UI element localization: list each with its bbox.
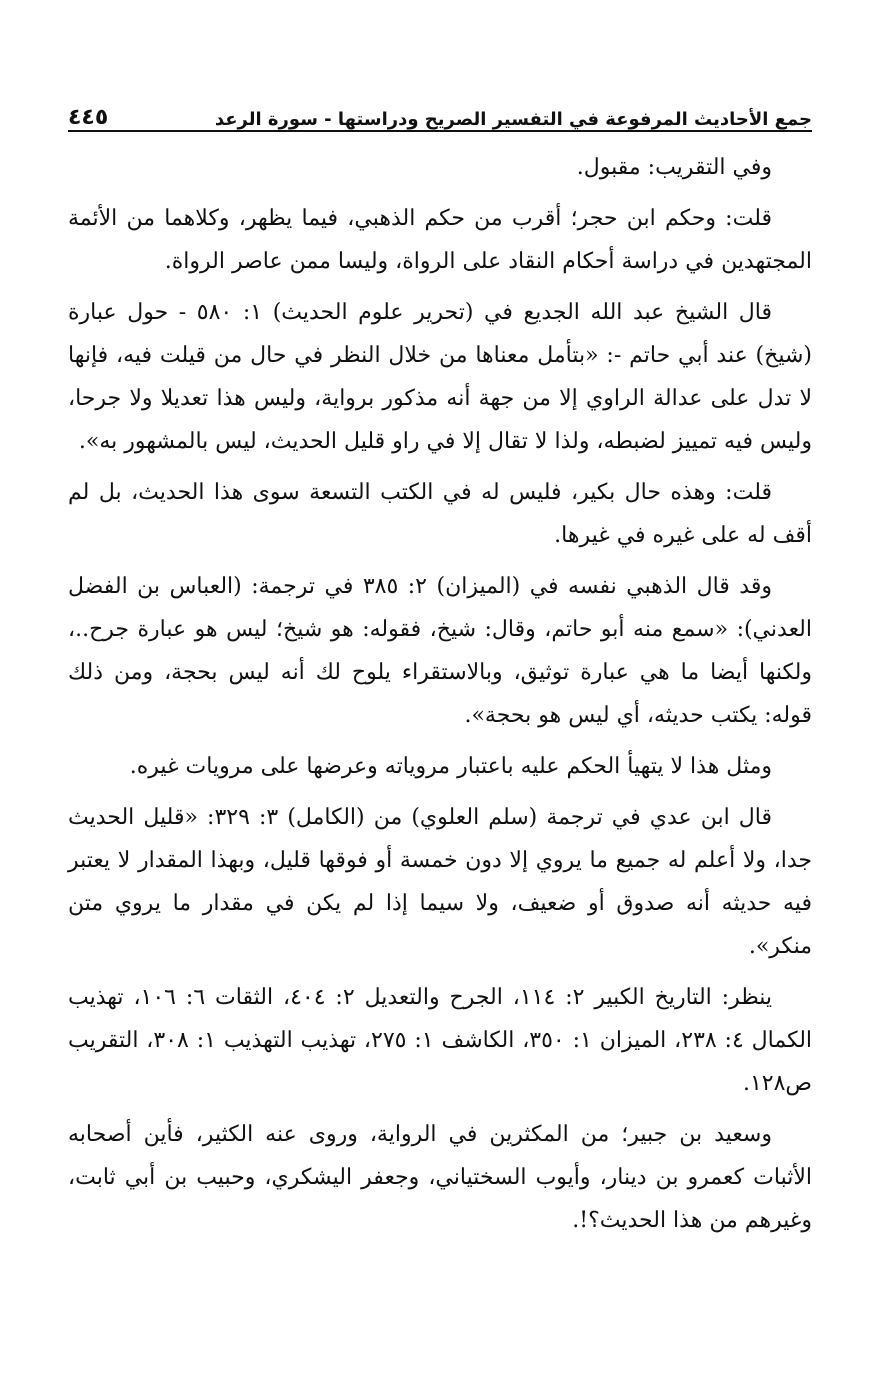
paragraph: ومثل هذا لا يتهيأ الحكم عليه باعتبار مروياته وعرضها على مرويات غيره. xyxy=(129,754,772,779)
paragraph: قلت: وهذه حال بكير، فليس له في الكتب التسعة سوى هذا الحديث، بل لم أقف له على غيره في غيرها. xyxy=(68,480,812,548)
paragraph: وفي التقريب: مقبول. xyxy=(576,155,772,180)
header-title: جمع الأحاديث المرفوعة في التفسير الصريح ودراستها - سورة الرعد xyxy=(214,109,812,130)
paragraph: قال الشيخ عبد الله الجديع في (تحرير علوم الحديث) ١: ٥٨٠ - حول عبارة (شيخ) عند أبي حاتم -: «بتأمل معناها من خلال النظر في حال من قيلت فيه، فإنها لا تدل على عدالة الراوي إلا من جهة أنه مذكور برواية، وليس هذا تعديلا ولا جرحا، وليس فيه تمييز لضبطه، ولذا لا تقال إلا في راو قليل الحديث، ليس بالمشهور به». xyxy=(68,300,812,454)
book-page xyxy=(68,96,812,1356)
paragraph: قلت: وحكم ابن حجر؛ أقرب من حكم الذهبي، فيما يظهر، وكلاهما من الأئمة المجتهدين في دراسة أحكام النقاد على الرواة، وليسا ممن عاصر الرواة. xyxy=(68,206,812,274)
paragraph: وسعيد بن جبير؛ من المكثرين في الرواية، وروى عنه الكثير، فأين أصحابه الأثبات كعمرو بن دينار، وأيوب السختياني، وجعفر اليشكري، وحبيب بن أبي ثابت، وغيرهم من هذا الحديث؟!. xyxy=(68,1122,812,1233)
body-text xyxy=(68,146,812,1242)
paragraph: وقد قال الذهبي نفسه في (الميزان) ٢: ٣٨٥ في ترجمة: (العباس بن الفضل العدني): «سمع منه أبو حاتم، وقال: شيخ، فقوله: هو شيخ؛ ليس هو عبارة جرح..، ولكنها أيضا ما هي عبارة توثيق، وبالاستقراء يلوح لك أنه ليس بحجة، ومن ذلك قوله: يكتب حديثه، أي ليس هو بحجة». xyxy=(68,574,812,728)
paragraph: ينظر: التاريخ الكبير ٢: ١١٤، الجرح والتعديل ٢: ٤٠٤، الثقات ٦: ١٠٦، تهذيب الكمال ٤: ٢٣٨، الميزان ١: ٣٥٠، الكاشف ١: ٢٧٥، تهذيب التهذيب ١: ٣٠٨، التقريب ص١٢٨. xyxy=(68,985,813,1096)
page-number: ٤٤٥ xyxy=(68,105,109,130)
paragraph: قال ابن عدي في ترجمة (سلم العلوي) من (الكامل) ٣: ٣٢٩: «قليل الحديث جدا، ولا أعلم له جميع ما يروي إلا دون خمسة أو فوقها قليل، وبهذا المقدار لا يعتبر فيه حديثه أنه صدوق أو ضعيف، ولا سيما إذا لم يكن في مقدار ما يروي متن منكر». xyxy=(68,805,812,959)
running-header xyxy=(68,96,812,132)
